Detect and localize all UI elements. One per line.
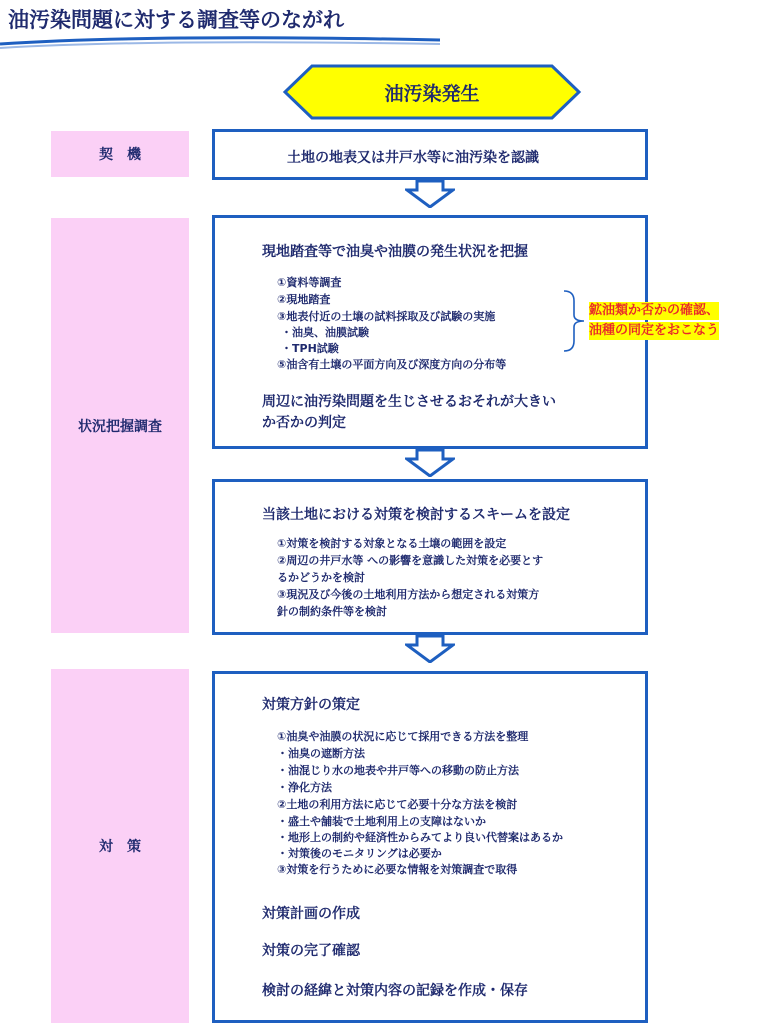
page-title: 油汚染問題に対する調査等のながれ [8, 8, 344, 32]
survey-conclusion: 周辺に油汚染問題を生じさせるおそれが大きい [262, 394, 556, 410]
start-banner-label: 油汚染発生 [384, 82, 480, 105]
flow-arrow-3 [405, 635, 455, 663]
countermeasure-step: 検討の経緯と対策内容の記録を作成・保存 [262, 983, 528, 999]
title-underline [0, 30, 450, 50]
flow-arrow-2 [405, 449, 455, 477]
survey-item: ①資料等調査 [277, 276, 342, 289]
brace-shape [562, 289, 588, 353]
survey-item: ②現地踏査 [277, 293, 331, 306]
survey-item: ・TPH試験 [281, 342, 339, 355]
scheme-item: るかどうかを検討 [277, 571, 365, 584]
survey-conclusion: か否かの判定 [262, 415, 346, 431]
stage-label-countermeasure: 対 策 [51, 669, 189, 1023]
countermeasure-item: ・対策後のモニタリングは必要か [277, 847, 442, 860]
trigger-box [212, 129, 648, 180]
scheme-item: ③現況及び今後の土地利用方法から想定される対策方 [277, 588, 540, 601]
countermeasure-item: ③対策を行うために必要な情報を対策調査で取得 [277, 863, 518, 876]
scheme-item: ②周辺の井戸水等 への影響を意識した対策を必要とす [277, 554, 544, 567]
stage-label-trigger: 契 機 [51, 131, 189, 177]
countermeasure-item: ②土地の利用方法に応じて必要十分な方法を検討 [277, 798, 518, 811]
survey-item: ③地表付近の土壌の試料採取及び試験の実施 [277, 310, 496, 323]
note-line: 鉱油類か否かの確認、 [589, 303, 720, 318]
trigger-text: 土地の地表又は井戸水等に油汚染を認識 [287, 150, 539, 166]
scheme-item: 針の制約条件等を検討 [277, 605, 387, 618]
countermeasure-step: 対策計画の作成 [262, 906, 360, 922]
survey-item: ⑤油含有土壌の平面方向及び深度方向の分布等 [277, 358, 507, 371]
countermeasure-item: ・油混じり水の地表や井戸等への移動の防止方法 [277, 764, 519, 777]
countermeasure-box [212, 671, 648, 1023]
countermeasure-step: 対策の完了確認 [262, 943, 360, 959]
flow-arrow-1 [405, 180, 455, 208]
survey-heading: 現地踏査等で油臭や油膜の発生状況を把握 [262, 244, 528, 260]
countermeasure-item: ①油臭や油膜の状況に応じて採用できる方法を整理 [277, 730, 529, 743]
countermeasure-item: ・浄化方法 [277, 781, 332, 794]
scheme-item: ①対策を検討する対象となる土壌の範囲を設定 [277, 537, 507, 550]
note-line: 油種の同定をおこなう [589, 323, 720, 338]
countermeasure-item: ・油臭の遮断方法 [277, 747, 365, 760]
countermeasure-item: ・地形上の制約や経済性からみてより良い代替案はあるか [277, 831, 563, 844]
countermeasure-item: ・盛土や舗装で土地利用上の支障はないか [277, 815, 486, 828]
stage-label-survey: 状況把握調査 [51, 218, 189, 633]
countermeasure-heading: 対策方針の策定 [262, 697, 360, 713]
scheme-heading: 当該土地における対策を検討するスキームを設定 [262, 507, 570, 523]
scheme-box [212, 479, 648, 635]
survey-item: ・油臭、油膜試験 [281, 326, 369, 339]
